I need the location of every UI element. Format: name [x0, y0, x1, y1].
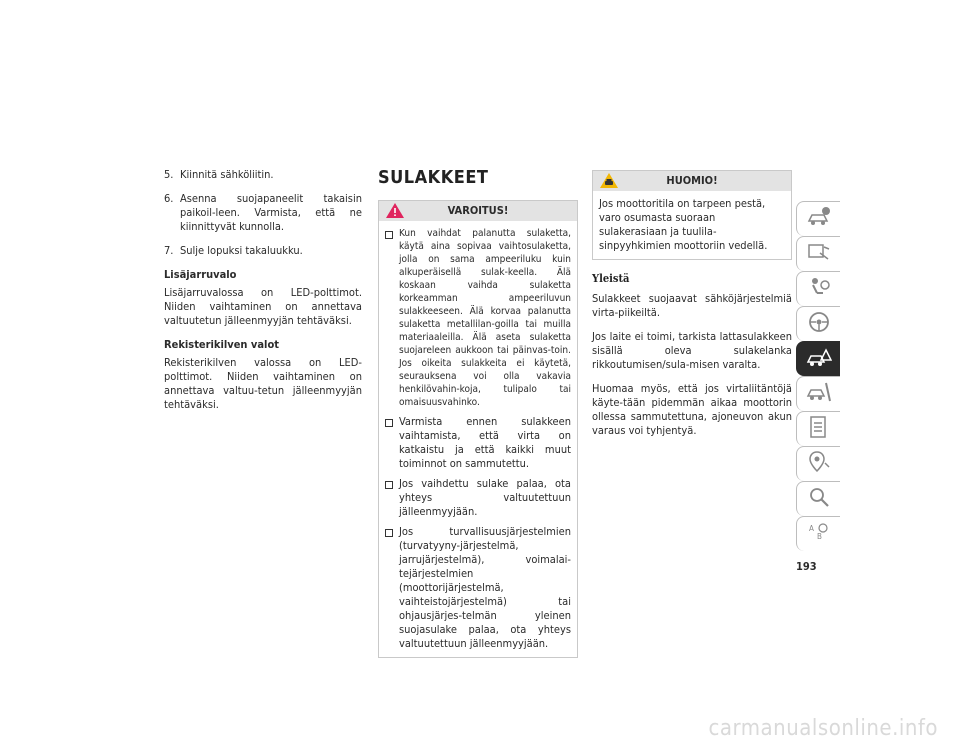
- bullet-text: Varmista ennen sulakkeen vaihtamista, että virta on katkaistu ja että kaikki muut toiminnot on sammutettu.: [399, 415, 571, 470]
- bullet-text: Kun vaihdat palanutta sulaketta, käytä aina sopivaa vaihtosulaketta, jolla on sama ampeeriluku kuin alkuperäisellä sulak-keella. Älä koskaan vaihda sulaketta korkeamman ampeeriluvun sulakkeeseen. Älä korvaa palanutta sulaketta metallilan-goilla tai muilla materiaaleilla. Älä aseta sulaketta suojareleen aukkoon tai päinvas-toin. Jos oikeita sulakkeita ei käytetä, seurauksena voi olla vakavia henkilövahin-koja, tulipalo tai omaisuusvahinko.: [399, 228, 571, 408]
- step-number: 7.: [164, 244, 174, 257]
- step-item: [164, 192, 362, 234]
- warning-title: VAROITUS!: [447, 204, 509, 217]
- bullet-square-icon: [385, 481, 393, 489]
- warning-bullet: [385, 477, 571, 519]
- dashboard-icon: [806, 239, 832, 269]
- notice-box: [592, 170, 792, 260]
- warning-header: [379, 201, 577, 221]
- svg-text:A: A: [808, 524, 814, 533]
- tab-car-info[interactable]: [796, 201, 840, 236]
- chapter-tabs: [796, 201, 840, 551]
- step-item: [164, 244, 362, 258]
- watermark: carmanualsonline.info: [708, 716, 938, 741]
- checklist-icon: [806, 414, 832, 444]
- step-text: Kiinnitä sähköliitin.: [180, 168, 274, 181]
- warning-bullet: [385, 525, 571, 651]
- bullet-square-icon: [385, 231, 393, 239]
- plate-light-text: Rekisterikilven valossa on LED-polttimot. Niiden vaihtaminen on annettava valtuu-tetun jälleenmyyjän tehtäväksi.: [164, 356, 362, 411]
- language-icon: [806, 519, 832, 549]
- notice-text: Jos moottoritila on tarpeen pestä, varo osumasta suoraan sulakerasiaan ja tuulila-sinpyyhkimien moottoriin vedellä.: [599, 197, 768, 252]
- car-breakdown-icon: [806, 344, 832, 374]
- warning-bullet: [385, 415, 571, 471]
- tab-multimedia[interactable]: [796, 446, 840, 481]
- bullet-text: Jos turvallisuusjärjestelmien (turvatyyny-järjestelmä, jarrujärjestelmä), voimalai-tejärjestelmien (moottorijärjestelmä, vaihteistojärjestelmä) tai ohjausjärjes-telmän yleinen suojasulake palaa, ota yhteys valtuutettuun jälleenmyyjään.: [399, 525, 571, 650]
- airbag-icon: [806, 274, 832, 304]
- notice-triangle-icon: [599, 172, 619, 196]
- warning-triangle-icon: [385, 202, 405, 226]
- bullet-square-icon: [385, 529, 393, 537]
- general-paragraph: Huomaa myös, että jos virtaliitäntöjä käyte-tään pidemmän aikaa moottorin ollessa sammutettuna, ajoneuvon akun varaus voi tyhjentyä.: [592, 382, 792, 437]
- step-text: Asenna suojapaneelit takaisin paikoil-leen. Varmista, että ne kiinnittyvät kunnolla.: [180, 192, 362, 233]
- notice-title: HUOMIO!: [666, 174, 718, 187]
- tab-specifications[interactable]: [796, 411, 840, 446]
- step-item: [164, 168, 362, 182]
- general-paragraph: Jos laite ei toimi, tarkista lattasulakkeen sisällä oleva sulakelanka rikkoutumisen/sula-misen varalta.: [592, 330, 792, 371]
- middle-column: [378, 168, 578, 658]
- left-column: [164, 168, 362, 422]
- notice-body: [593, 191, 791, 259]
- plate-light-heading: Rekisterikilven valot: [164, 338, 279, 351]
- brake-light-heading: Lisäjarruvalo: [164, 268, 237, 281]
- car-info-icon: [806, 204, 832, 234]
- bullet-square-icon: [385, 419, 393, 427]
- section-title: SULAKKEET: [378, 167, 489, 188]
- step-number: 6.: [164, 192, 174, 205]
- brake-light-text: Lisäjarruvalossa on LED-polttimot. Niiden vaihtaminen on annettava valtuutetun jälleenmyyjän tehtäväksi.: [164, 286, 362, 327]
- tab-airbag[interactable]: [796, 271, 840, 306]
- warning-bullet: [385, 227, 571, 409]
- tab-steering[interactable]: [796, 306, 840, 341]
- step-text: Sulje lopuksi takaluukku.: [180, 244, 303, 257]
- car-service-icon: [806, 379, 832, 409]
- location-icon: [806, 449, 832, 479]
- right-column: [592, 170, 792, 448]
- page-number: 193: [796, 560, 817, 573]
- warning-box: [378, 200, 578, 658]
- tab-breakdown[interactable]: [796, 341, 840, 376]
- svg-text:B: B: [816, 532, 822, 541]
- bullet-text: Jos vaihdettu sulake palaa, ota yhteys valtuutettuun jälleenmyyjään.: [399, 477, 571, 518]
- tab-index[interactable]: [796, 481, 840, 516]
- tab-dashboard[interactable]: [796, 236, 840, 271]
- search-icon: [806, 484, 832, 514]
- steering-wheel-icon: [806, 309, 832, 339]
- warning-body: [379, 221, 577, 657]
- step-number: 5.: [164, 168, 174, 181]
- tab-languages[interactable]: [796, 516, 840, 551]
- tab-service[interactable]: [796, 376, 840, 411]
- general-subtitle: Yleistä: [592, 272, 630, 285]
- general-paragraph: Sulakkeet suojaavat sähköjärjestelmiä virta-piikeiltä.: [592, 292, 792, 319]
- notice-header: [593, 171, 791, 191]
